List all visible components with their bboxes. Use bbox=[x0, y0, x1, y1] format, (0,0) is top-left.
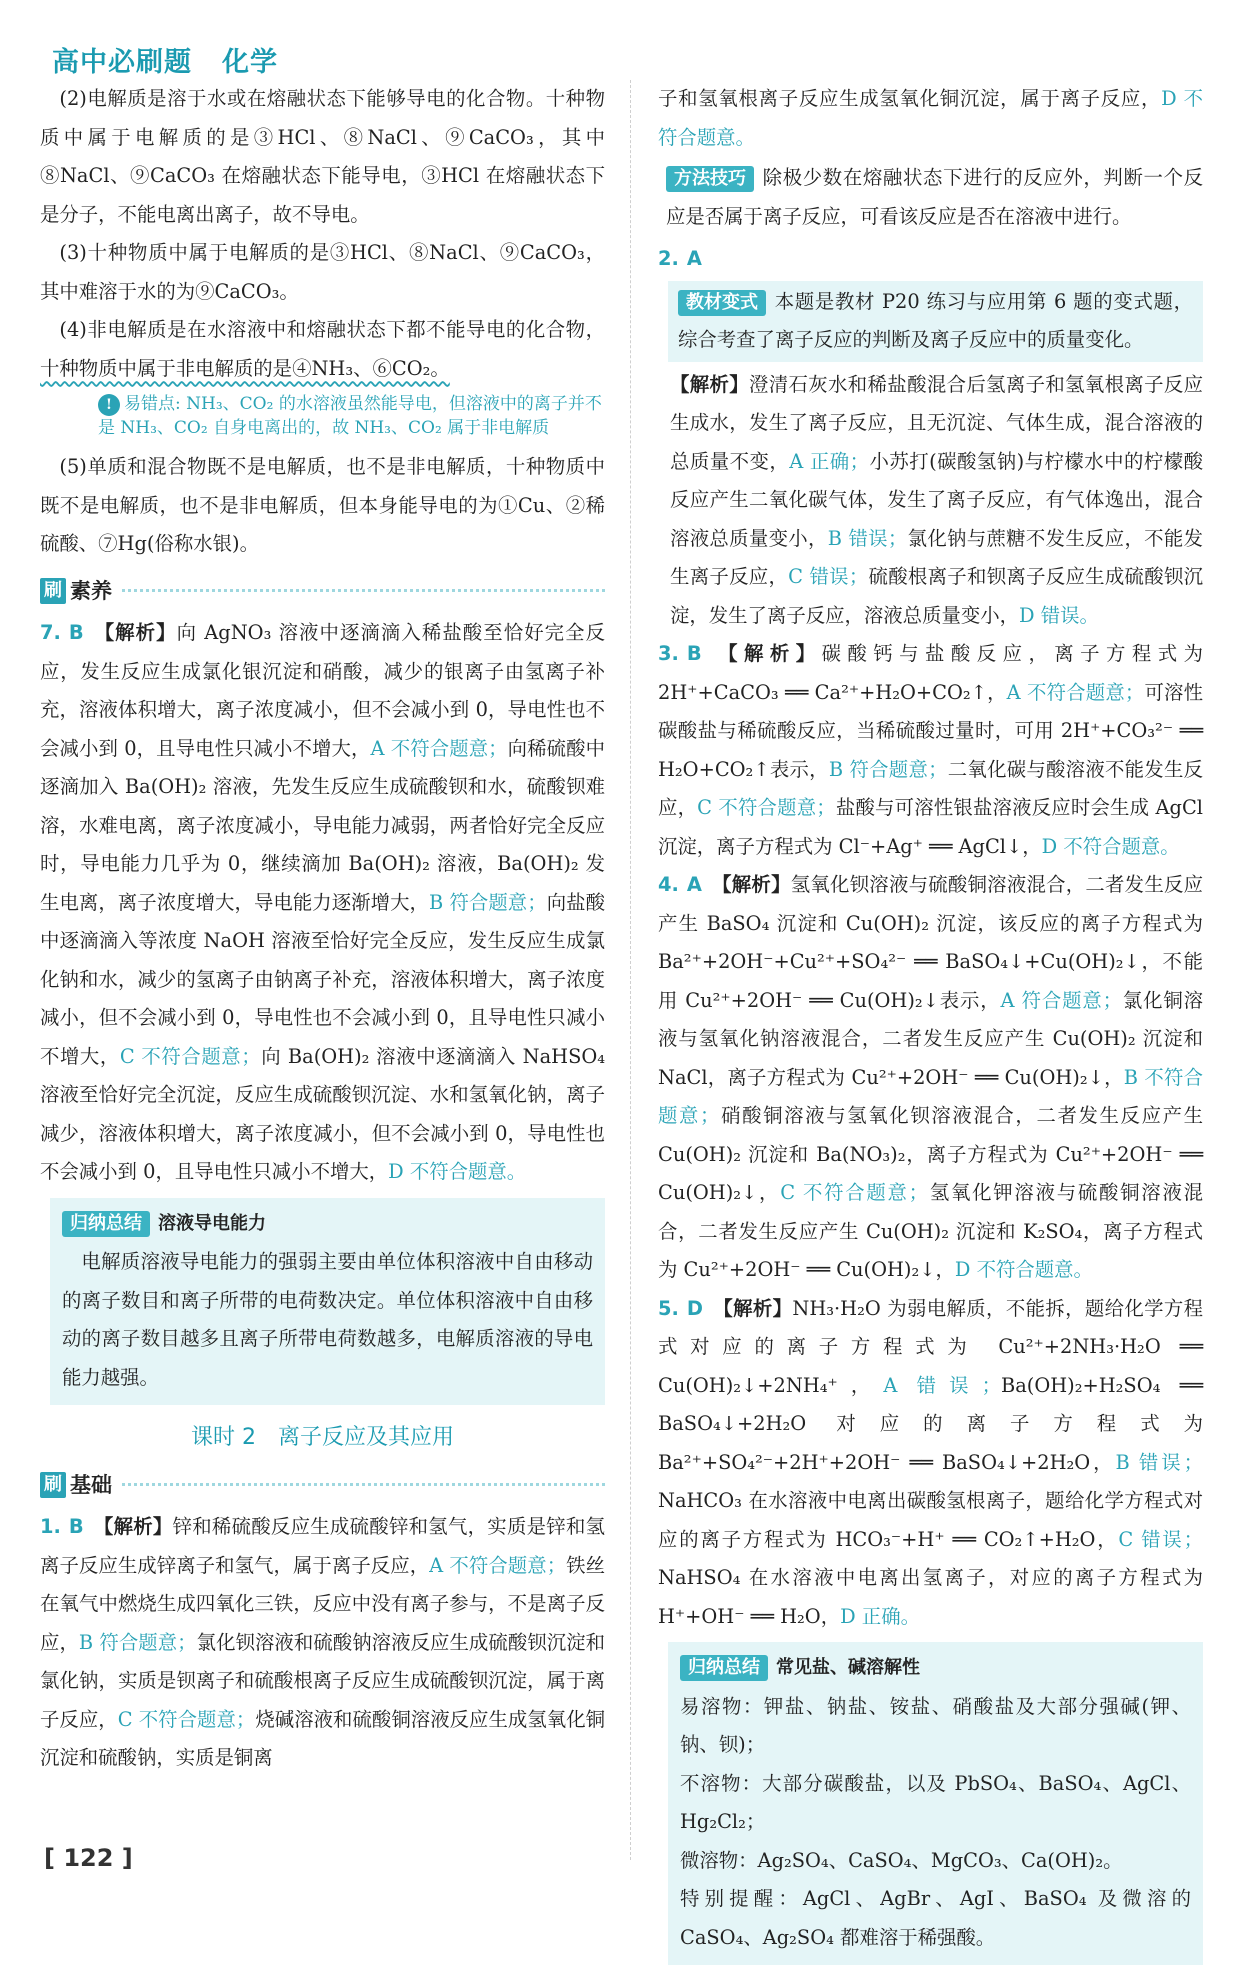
q-answer: A bbox=[686, 873, 702, 896]
q-number: 4. bbox=[658, 873, 679, 896]
q-text: 氯化钡溶液和硫酸钠溶液反应生成硫酸钡沉淀和氯化钠，实质是钡离子和硫酸根离子反应生成硫酸钡沉淀，属于离子反应， bbox=[40, 1630, 606, 1731]
alert-icon: ! bbox=[98, 394, 120, 416]
dotted-rule bbox=[122, 589, 605, 592]
q-number: 7. bbox=[40, 621, 61, 644]
summary-title: 常见盐、碱溶解性 bbox=[776, 1657, 920, 1678]
section-suyang bbox=[40, 572, 605, 611]
summary-box-2 bbox=[668, 1642, 1203, 1965]
para-3: (3)十种物质中属于电解质的是③HCl、⑧NaCl、⑨CaCO₃，其中难溶于水的为⑨CaCO₃。 bbox=[40, 241, 605, 303]
q-answer: D bbox=[686, 1296, 703, 1320]
lesson-number: 课时 2 bbox=[190, 1425, 256, 1450]
q-text: 向 AgNO₃ 溶液中逐滴滴入稀盐酸至恰好完全反应，发生反应生成氯化银沉淀和硝酸，减少的银离子由氢离子补充，溶液体积增大，离子浓度减小，但不会减小到 0，导电性也不会减小到 0，且导电性只减小不增大， bbox=[40, 621, 605, 760]
q-text: 氯化铜溶液与氢氧化钠溶液混合，二者发生反应产生 Cu(OH)₂ 沉淀和 NaCl，离子方程式为 Cu²⁺+2OH⁻ ══ Cu(OH)₂↓， bbox=[658, 988, 1203, 1089]
q-text: 可溶性碳酸盐与稀硫酸反应，当稀硫酸过量时，可用 2H⁺+CO₃²⁻ ══ H₂O+CO₂↑表示， bbox=[658, 680, 1204, 781]
option-verdict: B 不符合题意； bbox=[658, 1065, 1203, 1127]
variant-line bbox=[678, 283, 1193, 360]
variant-pill: 教材变式 bbox=[678, 290, 766, 316]
option-verdict: D 错误。 bbox=[1019, 603, 1099, 627]
note-text: NH₃、CO₂ 的水溶液虽然能导电，但溶液中的离子并不是 NH₃、CO₂ 自身电离出的，故 NH₃、CO₂ 属于非电解质 bbox=[98, 394, 602, 438]
summary-pill: 归纳总结 bbox=[680, 1655, 768, 1681]
question-1 bbox=[40, 1508, 605, 1778]
option-verdict: B 错误； bbox=[1115, 1450, 1203, 1474]
q-text: 烧碱溶液和硫酸铜溶液反应生成氢氧化铜沉淀和硫酸钠，实质是铜离 bbox=[40, 1707, 606, 1769]
summary-line: 特别提醒：AgCl、AgBr、AgI、BaSO₄ 及微溶的 CaSO₄、Ag₂SO₄ 都难溶于稀强酸。 bbox=[680, 1887, 1191, 1949]
para-4-b: 十种物质中属于非电解质的是④NH₃、⑥CO₂。 bbox=[40, 356, 450, 380]
lesson-title: 离子反应及其应用 bbox=[277, 1425, 454, 1450]
para-4-a: (4)非电解质是在水溶液中和熔融状态下都不能导电的化合物， bbox=[59, 318, 605, 341]
para-5: (5)单质和混合物既不是电解质，也不是非电解质，十种物质中既不是电解质，也不是非电解质，但本身能导电的为①Cu、②稀硫酸、⑦Hg(俗称水银)。 bbox=[40, 455, 605, 555]
option-verdict: A 正确； bbox=[789, 449, 869, 473]
para-4 bbox=[40, 311, 605, 388]
q-tag: 【解析】 bbox=[93, 621, 177, 644]
page-number-value: 122 bbox=[63, 1844, 114, 1872]
q-text: 氯化钠与蔗糖不发生反应，不能发生离子反应， bbox=[670, 526, 1203, 588]
option-verdict: C 不符合题意； bbox=[697, 796, 836, 819]
option-verdict: D 不符合题意。 bbox=[388, 1160, 527, 1183]
q-text: 锌和稀硫酸反应生成硫酸锌和氢气，实质是锌和氢离子反应生成锌离子和氢气，属于离子反应， bbox=[40, 1515, 606, 1577]
option-verdict: D 不符合题意。 bbox=[1041, 834, 1180, 858]
q-tag: 【解析】 bbox=[711, 642, 822, 665]
option-verdict: A 不符合题意； bbox=[429, 1553, 567, 1577]
q-text: NaHSO₄ 在水溶液中电离出氢离子，对应的离子方程式为 H⁺+OH⁻ ══ H₂O， bbox=[658, 1566, 1203, 1628]
summary-text: 电解质溶液导电能力的强弱主要由单位体积溶液中自由移动的离子数目和离子所带的电荷数决定。单位体积溶液中自由移动的离子数目越多且离子所带电荷数越多，电解质溶液的导电能力越强。 bbox=[62, 1250, 593, 1389]
q-number: 3. bbox=[658, 642, 679, 665]
q-text: 二氧化碳与酸溶液不能发生反应， bbox=[658, 757, 1203, 819]
option-verdict: A 符合题意； bbox=[1000, 988, 1122, 1012]
section-jichu bbox=[40, 1466, 605, 1505]
lesson-heading bbox=[40, 1419, 605, 1458]
series-title: 高中必刷题 bbox=[52, 47, 192, 78]
q-number: 5. bbox=[658, 1296, 679, 1320]
brush-icon: 刷 bbox=[40, 578, 66, 604]
q-text: 向盐酸中逐滴滴入等浓度 NaOH 溶液至恰好完全反应，发生反应生成氯化钠和水，减少的氢离子由钠离子补充，溶液体积增大，离子浓度减小，但不会减小到 0，导电性也不会减小到 0，且导电性只减小不增大， bbox=[40, 890, 606, 1068]
q-text: 硫酸根离子和钡离子反应生成硫酸钡沉淀，发生了离子反应，溶液总质量变小， bbox=[670, 565, 1203, 627]
dotted-rule bbox=[122, 1483, 605, 1486]
question-5 bbox=[658, 1290, 1203, 1637]
summary-line: 微溶物：Ag₂SO₄、CaSO₄、MgCO₃、Ca(OH)₂。 bbox=[680, 1848, 1123, 1872]
option-verdict: B 错误； bbox=[827, 526, 908, 550]
option-verdict: C 不符合题意； bbox=[117, 1707, 256, 1731]
q-text: 碳酸钙与盐酸反应，离子方程式为 2H⁺+CaCO₃ ══ Ca²⁺+H₂O+CO₂↑， bbox=[658, 642, 1204, 704]
textbook-variant-box bbox=[668, 281, 1203, 362]
brush-icon: 刷 bbox=[40, 1472, 66, 1498]
q-tag: 【解析】 bbox=[712, 1296, 793, 1320]
q-tag: 【解析】 bbox=[711, 873, 791, 896]
variant-text: 本题是教材 P20 练习与应用第 6 题的变式题，综合考查了离子反应的判断及离子反应中的质量变化。 bbox=[678, 289, 1193, 351]
q-answer: B bbox=[68, 1515, 84, 1538]
q-text: 子和氢氧根离子反应生成氢氧化铜沉淀，属于离子反应， bbox=[658, 87, 1162, 110]
option-verdict: D 正确。 bbox=[840, 1604, 920, 1628]
summary-heading bbox=[62, 1204, 593, 1244]
question-2 bbox=[658, 366, 1203, 636]
option-verdict: A 错误； bbox=[883, 1373, 1001, 1397]
column-divider bbox=[630, 80, 632, 1860]
question-3 bbox=[658, 635, 1203, 866]
option-verdict: B 符合题意； bbox=[78, 1630, 197, 1654]
right-column bbox=[658, 80, 1203, 1975]
option-verdict: A 不符合题意； bbox=[370, 736, 508, 760]
left-column bbox=[40, 80, 605, 1778]
question-4 bbox=[658, 866, 1203, 1290]
q-number: 1. bbox=[40, 1515, 61, 1538]
q-text: Ba(OH)₂+H₂SO₄ ══ BaSO₄↓+2H₂O 对应的离子方程式为 Ba²⁺+SO₄²⁻+2H⁺+2OH⁻ ══ BaSO₄↓+2H₂O， bbox=[658, 1373, 1203, 1474]
summary-line: 易溶物：钾盐、钠盐、铵盐、硝酸盐及大部分强碱(钾、钠、钡)； bbox=[680, 1694, 1191, 1756]
option-verdict: C 不符合题意； bbox=[780, 1181, 929, 1204]
question-2-head bbox=[658, 240, 1203, 279]
method-pill: 方法技巧 bbox=[666, 166, 754, 192]
method-tip bbox=[666, 159, 1203, 236]
q-text: 向 Ba(OH)₂ 溶液中逐滴滴入 NaHSO₄ 溶液至恰好完全沉淀，反应生成硫酸钡沉淀、水和氢氧化钠，离子减少，溶液体积增大，离子浓度减小，但不会减小到 0，导电性也不会减小到 0，且导电性只减小不增大， bbox=[40, 1044, 606, 1183]
option-verdict: C 错误； bbox=[788, 565, 869, 588]
q-text: 氢氧化钾溶液与硫酸铜溶液混合，二者发生反应产生 Cu(OH)₂ 沉淀和 K₂SO₄，离子方程式为 Cu²⁺+2OH⁻ ══ Cu(OH)₂↓， bbox=[658, 1181, 1203, 1281]
q-text: 硝酸铜溶液与氢氧化钡溶液混合，二者发生反应产生 Cu(OH)₂ 沉淀和 Ba(NO₃)₂，离子方程式为 Cu²⁺+2OH⁻ ══ Cu(OH)₂↓， bbox=[658, 1104, 1204, 1204]
summary-pill: 归纳总结 bbox=[62, 1211, 150, 1237]
q-tag: 【解析】 bbox=[670, 372, 750, 396]
q-text: 向稀硫酸中逐滴加入 Ba(OH)₂ 溶液，先发生反应生成硫酸钡和水，硫酸钡难溶，水难电离，离子浓度减小，导电能力减弱，两者恰好完全反应时，导电能力几乎为 0，继续滴加 Ba(OH)₂ 溶液，Ba(OH)₂ 发生电离，离子浓度增大，导电能力逐渐增大， bbox=[40, 736, 606, 914]
summary-title: 溶液导电能力 bbox=[158, 1212, 266, 1234]
running-header bbox=[52, 40, 308, 79]
q-text: 澄清石灰水和稀盐酸混合后氢离子和氢氧根离子反应生成水，发生了离子反应，且无沉淀、气体生成，混合溶液的总质量不变， bbox=[670, 372, 1204, 473]
q-tag: 【解析】 bbox=[93, 1515, 173, 1538]
summary-heading bbox=[680, 1648, 1191, 1688]
option-verdict: D 不符合题意。 bbox=[658, 87, 1203, 149]
q-answer: A bbox=[686, 247, 702, 270]
para-2: (2)电解质是溶于水或在熔融状态下能够导电的化合物。十种物质中属于电解质的是③HCl、⑧NaCl、⑨CaCO₃，其中⑧NaCl、⑨CaCO₃ 在熔融状态下能导电，③HCl 在熔融状态下是分子，不能电离出离子，故不导电。 bbox=[40, 87, 605, 226]
summary-box bbox=[50, 1198, 605, 1406]
question-7 bbox=[40, 614, 605, 1192]
q-text: NH₃·H₂O 为弱电解质，不能拆，题给化学方程式对应的离子方程式为 Cu²⁺+2NH₃·H₂O ══ Cu(OH)₂↓+2NH₄⁺， bbox=[658, 1296, 1203, 1397]
option-verdict: A 不符合题意； bbox=[1006, 680, 1145, 704]
q-number: 2. bbox=[658, 247, 679, 270]
subject-title: 化学 bbox=[222, 47, 278, 78]
q-answer: B bbox=[68, 621, 84, 644]
section-title: 基础 bbox=[70, 1472, 112, 1497]
method-text: 除极少数在熔融状态下进行的反应外，判断一个反应是否属于离子反应，可看该反应是否在溶液中进行。 bbox=[666, 166, 1203, 228]
q-text: NaHCO₃ 在水溶液中电离出碳酸氢根离子，题给化学方程式对应的离子方程式为 HCO₃⁻+H⁺ ══ CO₂↑+H₂O， bbox=[658, 1489, 1203, 1551]
error-note bbox=[98, 392, 605, 440]
q-text: 小苏打(碳酸氢钠)与柠檬水中的柠檬酸反应产生二氧化碳气体，发生了离子反应，有气体逸出，混合溶液总质量变小， bbox=[670, 449, 1203, 550]
option-verdict: B 符合题意； bbox=[828, 757, 948, 781]
option-verdict: B 符合题意； bbox=[428, 890, 547, 914]
q-text: 铁丝在氧气中燃烧生成四氧化三铁，反应中没有离子参与，不是离子反应， bbox=[40, 1553, 606, 1654]
note-label: 易错点: bbox=[124, 394, 181, 414]
summary-line: 不溶物：大部分碳酸盐，以及 PbSO₄、BaSO₄、AgCl、Hg₂Cl₂； bbox=[680, 1771, 1191, 1833]
q-text: 盐酸与可溶性银盐溶液反应时会生成 AgCl 沉淀，离子方程式为 Cl⁻+Ag⁺ ══ AgCl↓， bbox=[658, 796, 1204, 858]
section-title: 素养 bbox=[70, 578, 112, 603]
q-answer: B bbox=[686, 642, 702, 665]
q1-continued bbox=[658, 80, 1203, 157]
option-verdict: C 错误； bbox=[1118, 1527, 1203, 1551]
page-number: [ 122 ] bbox=[44, 1844, 133, 1872]
option-verdict: D 不符合题意。 bbox=[954, 1258, 1093, 1281]
option-verdict: C 不符合题意； bbox=[119, 1044, 261, 1068]
q-text: 氢氧化钡溶液与硫酸铜溶液混合，二者发生反应产生 BaSO₄ 沉淀和 Cu(OH)₂ 沉淀，该反应的离子方程式为 Ba²⁺+2OH⁻+Cu²⁺+SO₄²⁻ ══ BaSO₄↓+Cu(OH)₂↓，不能用 Cu²⁺+2OH⁻ ══ Cu(OH)₂↓表示， bbox=[658, 873, 1204, 1012]
